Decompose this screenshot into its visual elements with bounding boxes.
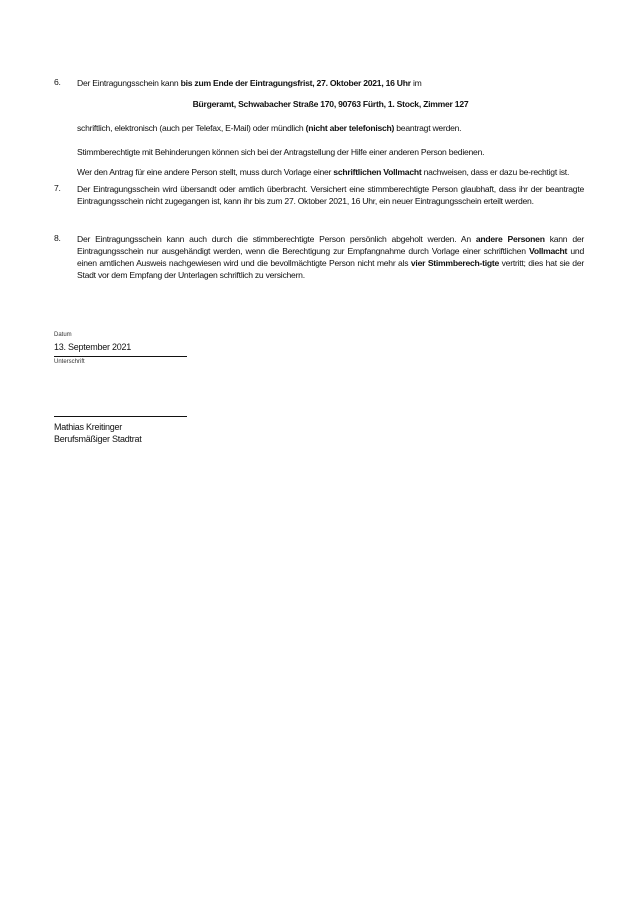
text-segment: kann der Eintragungsschein nur ausgehändigt werden, wenn die Berechtigung zur Empfangnahme durch Vorlage einer schriftlichen — [77, 234, 584, 256]
signature-label: Unterschrift — [54, 359, 85, 365]
paragraph-disabilities — [77, 146, 584, 158]
paragraph-proxy — [77, 166, 584, 178]
date-line — [54, 356, 187, 357]
text-segment: Vollmacht — [528, 246, 568, 256]
text-segment: vertritt; dies hat sie der Stadt vor dem Empfang der Unterlagen schriftlich zu versichern. — [77, 258, 584, 280]
text-segment: andere Personen — [475, 234, 545, 244]
text-segment: nachweisen, dass er dazu be-rechtigt ist. — [421, 167, 570, 177]
text-segment: Der Eintragungsschein kann — [77, 78, 181, 88]
signer-title: Berufsmäßiger Stadtrat — [54, 434, 142, 444]
paragraph-request-methods — [77, 122, 584, 134]
text-segment: Der Eintragungsschein wird übersandt oder amtlich überbracht. Versichert eine stimmberechtigte Person glaubhaft, dass ihr der beantragte Eintragungsschein nicht zugegangen ist, kann ihr bis zum 27. Oktober 2021, 16 Uhr, ein neuer Eintragungsschein erteilt werden. — [77, 184, 584, 206]
signer-name: Mathias Kreitinger — [54, 422, 123, 432]
text-segment: schriftlichen Vollmacht — [333, 167, 422, 177]
text-segment: Wer den Antrag für eine andere Person stellt, muss durch Vorlage einer — [77, 167, 334, 177]
text-segment: beantragt werden. — [394, 123, 462, 133]
item-8-text — [77, 233, 584, 281]
item-number: 7. — [54, 183, 61, 193]
text-segment: im — [410, 78, 422, 88]
text-segment: Der Eintragungsschein kann auch durch die stimmberechtigte Person persönlich abgeholt werden. An — [77, 234, 476, 244]
item-7-text — [77, 183, 584, 207]
text-segment: vier Stimmberech-tigte — [410, 258, 500, 268]
text-segment: bis zum Ende der Eintragungsfrist, 27. Oktober 2021, 16 Uhr — [180, 78, 411, 88]
item-number: 6. — [54, 77, 61, 87]
date-value: 13. September 2021 — [54, 342, 132, 352]
text-segment: schriftlich, elektronisch (auch per Telefax, E-Mail) oder mündlich — [77, 123, 306, 133]
text-segment: Stimmberechtigte mit Behinderungen können sich bei der Antragstellung der Hilfe einer anderen Person bedienen. — [77, 147, 485, 157]
item-number: 8. — [54, 233, 61, 243]
date-label: Datum — [54, 332, 72, 338]
text-segment: (nicht aber telefonisch) — [305, 123, 395, 133]
text-segment: und einen amtlichen Ausweis nachgewiesen wird und die bevollmächtigte Person nicht mehr als — [77, 246, 584, 268]
signature-line — [54, 416, 187, 417]
address: Bürgeramt, Schwabacher Straße 170, 90763 Fürth, 1. Stock, Zimmer 127 — [192, 99, 469, 109]
item-6-text — [77, 77, 584, 89]
